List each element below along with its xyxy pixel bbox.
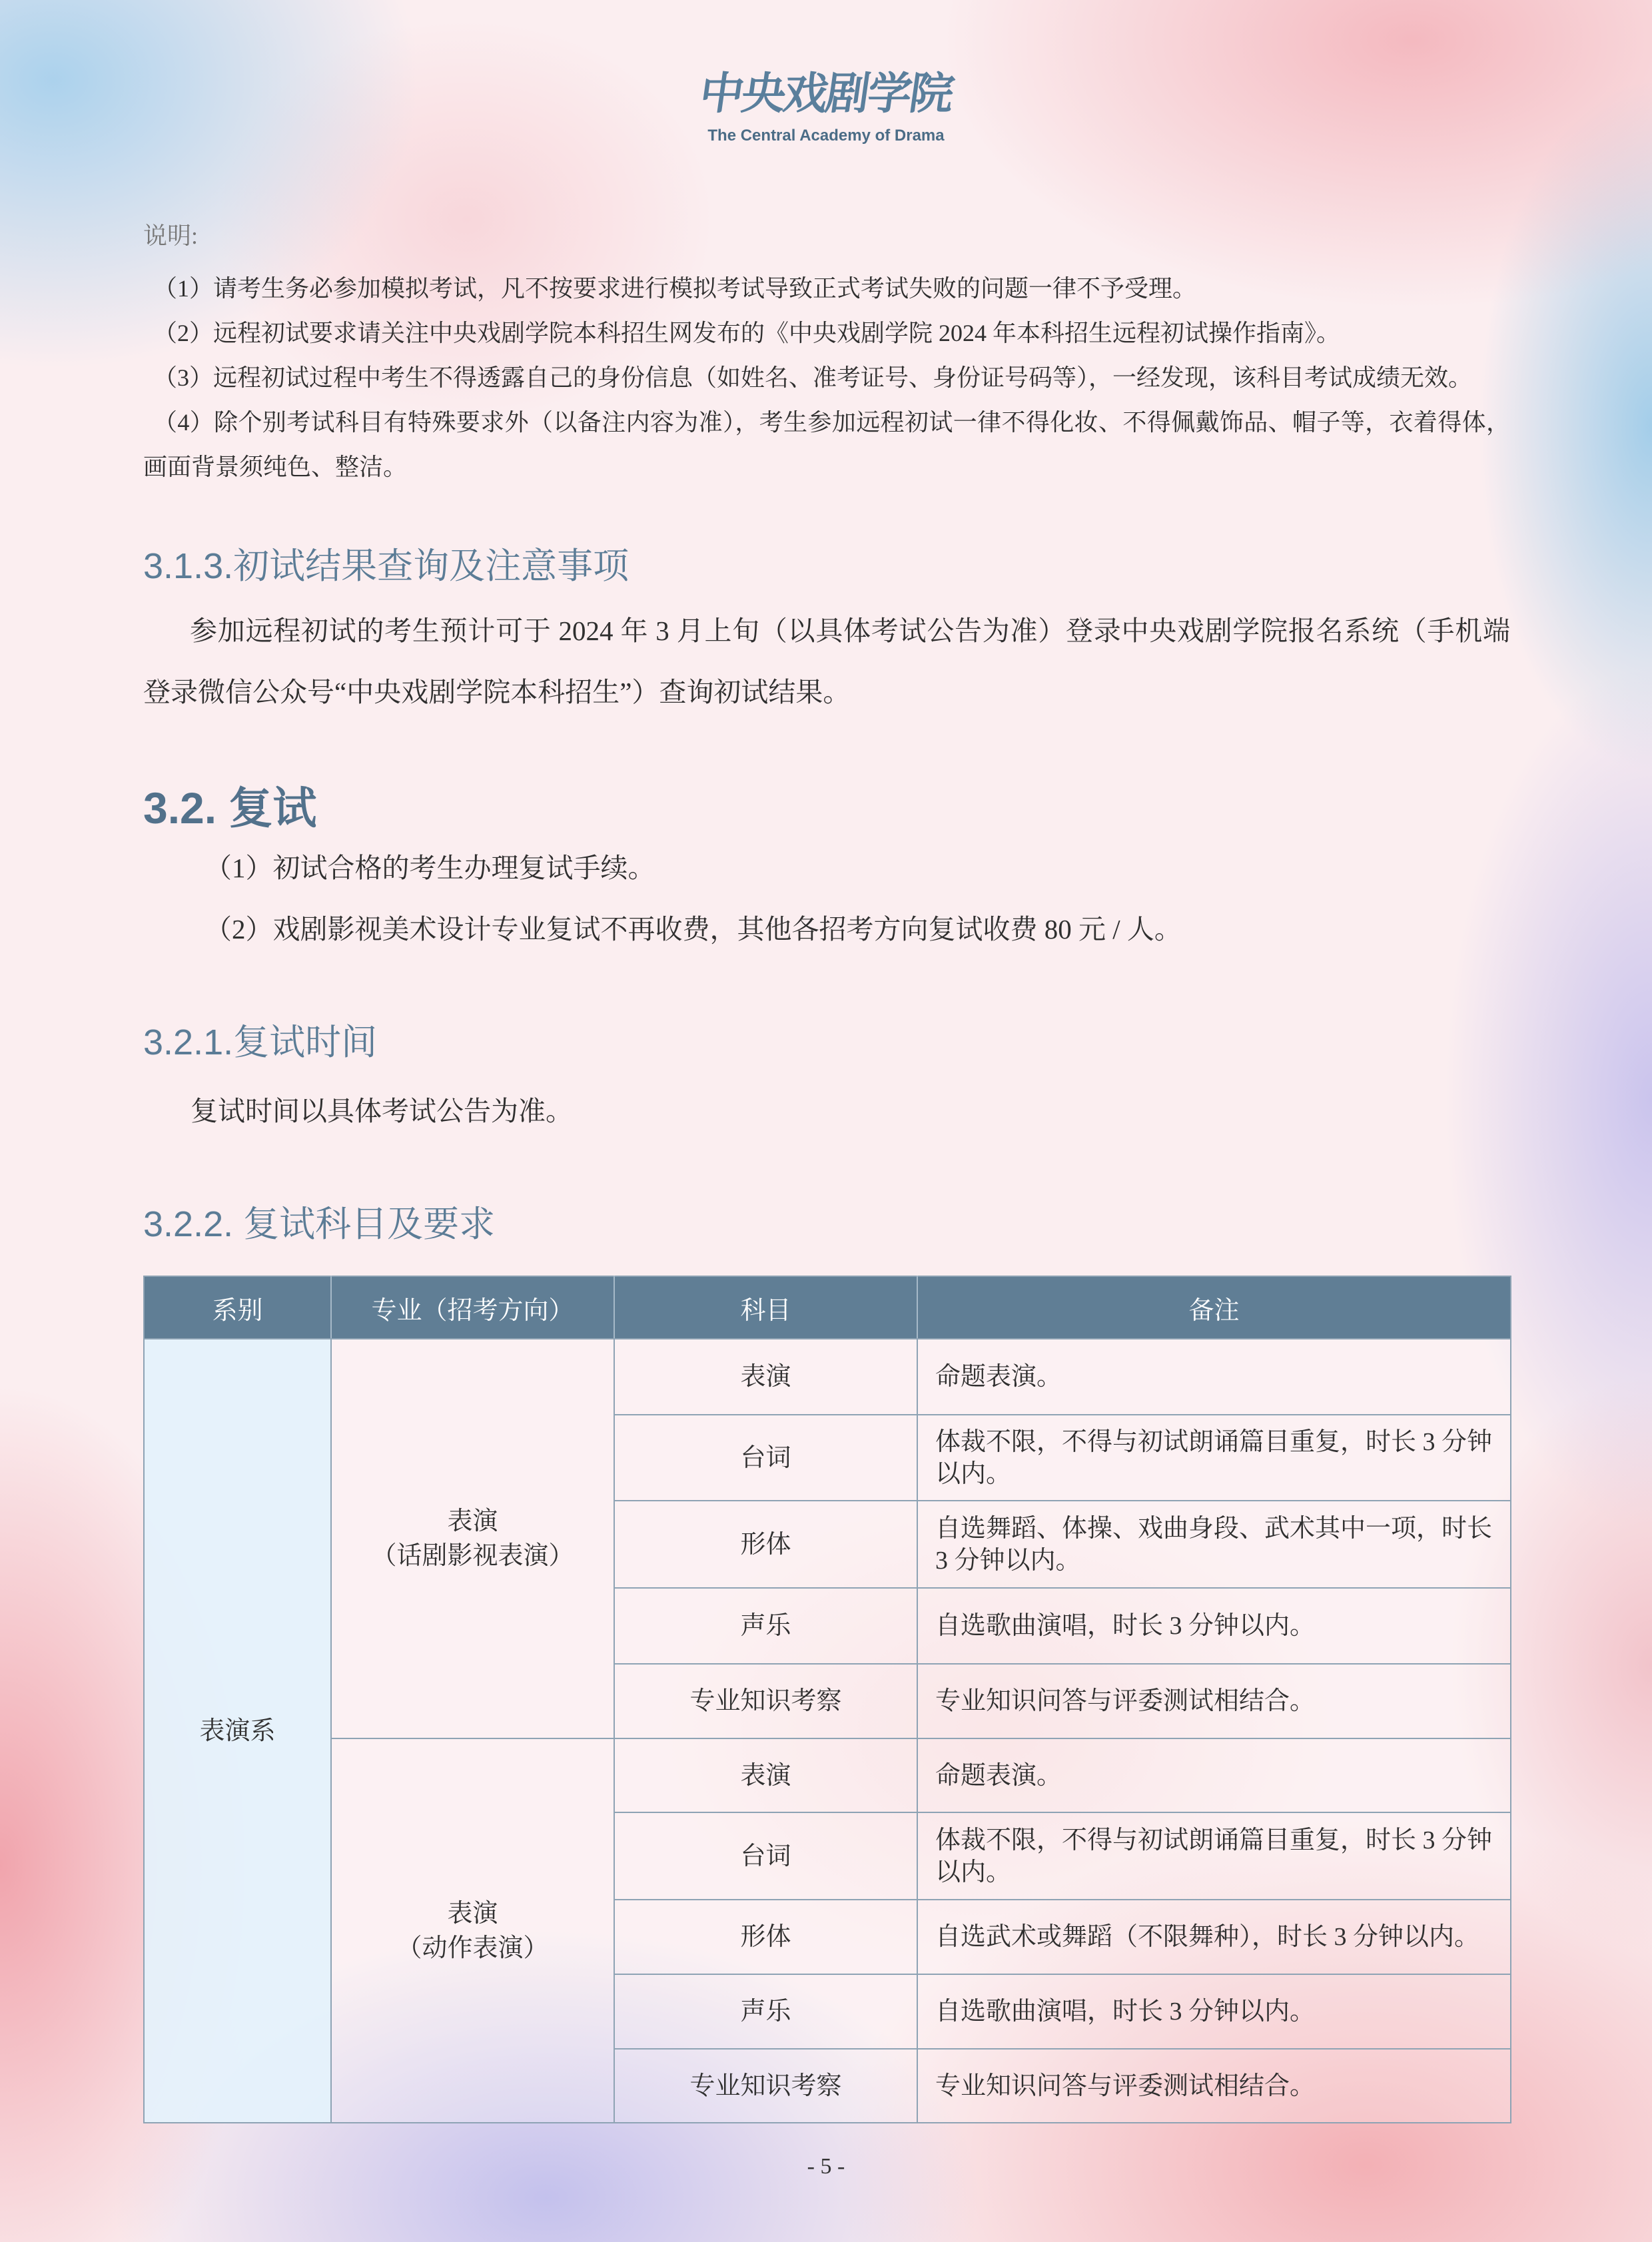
paragraph-retest-time: 复试时间以具体考试公告为准。 — [191, 1096, 573, 1126]
retest-item: （2）戏剧影视美术设计专业复试不再收费，其他各招考方向复试收费 80 元 / 人。 — [205, 914, 1182, 944]
table-cell-subject: 台词 — [614, 1415, 917, 1501]
academy-logo-english: The Central Academy of Drama — [707, 127, 945, 145]
major-name: 表演 — [447, 1507, 498, 1535]
table-cell-major — [331, 1339, 614, 1738]
heading-3-2-2: 3.2.2. 复试科目及要求 — [143, 1204, 496, 1244]
paragraph-result-query: 参加远程初试的考生预计可于 2024 年 3 月上旬（以具体考试公告为准）登录中央戏剧学院报名系统（手机端登录微信公众号“中央戏剧学院本科招生”）查询初试结果。 — [143, 615, 1510, 707]
table-cell-remark: 自选歌曲演唱，时长 3 分钟以内。 — [917, 1974, 1511, 2049]
table-cell-department: 表演系 — [144, 1339, 331, 2123]
retest-item: （1）初试合格的考生办理复试手续。 — [205, 853, 655, 883]
table-cell-subject: 专业知识考察 — [614, 1664, 917, 1738]
table-row — [144, 1339, 1511, 1415]
notes-list — [143, 266, 1510, 490]
note-item: （2）远程初试要求请关注中央戏剧学院本科招生网发布的《中央戏剧学院 2024 年本科招生远程初试操作指南》。 — [153, 320, 1341, 346]
column-header-subject: 科目 — [614, 1276, 917, 1339]
heading-3-2: 3.2. 复试 — [143, 783, 317, 833]
table-cell-subject: 表演 — [614, 1738, 917, 1812]
table-cell-subject: 声乐 — [614, 1974, 917, 2049]
table-cell-subject: 专业知识考察 — [614, 2049, 917, 2123]
table-cell-major — [331, 1738, 614, 2123]
column-header-remark: 备注 — [917, 1276, 1511, 1339]
table-cell-remark: 专业知识问答与评委测试相结合。 — [917, 2049, 1511, 2123]
table-header-row — [144, 1276, 1511, 1339]
table-cell-remark: 命题表演。 — [917, 1339, 1511, 1415]
retest-list — [205, 837, 1510, 960]
heading-3-1-3: 3.1.3.初试结果查询及注意事项 — [143, 546, 629, 586]
academy-logo-chinese: 中央戏剧学院 — [696, 67, 956, 119]
heading-3-2-1: 3.2.1.复试时间 — [143, 1022, 378, 1062]
table-row — [144, 1738, 1511, 1812]
table-cell-remark: 自选武术或舞蹈（不限舞种），时长 3 分钟以内。 — [917, 1900, 1511, 1974]
table-cell-subject: 形体 — [614, 1501, 917, 1588]
page-number: - 5 - — [807, 2154, 845, 2179]
table-cell-remark: 体裁不限，不得与初试朗诵篇目重复，时长 3 分钟以内。 — [917, 1812, 1511, 1900]
major-name: 表演 — [447, 1899, 498, 1928]
table-cell-remark: 体裁不限，不得与初试朗诵篇目重复，时长 3 分钟以内。 — [917, 1415, 1511, 1501]
table-cell-remark: 命题表演。 — [917, 1738, 1511, 1812]
table-cell-subject: 形体 — [614, 1900, 917, 1974]
major-direction: （动作表演） — [396, 1934, 549, 1962]
column-header-major: 专业（招考方向） — [331, 1276, 614, 1339]
table-cell-remark: 专业知识问答与评委测试相结合。 — [917, 1664, 1511, 1738]
table-cell-subject: 台词 — [614, 1812, 917, 1900]
table-cell-remark: 自选舞蹈、体操、戏曲身段、武术其中一项，时长 3 分钟以内。 — [917, 1501, 1511, 1588]
note-item: （1）请考生务必参加模拟考试，凡不按要求进行模拟考试导致正式考试失败的问题一律不予受理。 — [153, 275, 1197, 302]
column-header-department: 系别 — [144, 1276, 331, 1339]
table-cell-subject: 表演 — [614, 1339, 917, 1415]
academy-logo — [0, 61, 1652, 125]
table-cell-remark: 自选歌曲演唱，时长 3 分钟以内。 — [917, 1588, 1511, 1664]
notes-title: 说明: — [143, 222, 199, 249]
retest-subjects-table — [143, 1276, 1511, 2123]
note-item: （4）除个别考试科目有特殊要求外（以备注内容为准），考生参加远程初试一律不得化妆、不得佩戴饰品、帽子等，衣着得体，画面背景须纯色、整洁。 — [143, 409, 1510, 480]
major-direction: （话剧影视表演） — [371, 1542, 574, 1570]
note-item: （3）远程初试过程中考生不得透露自己的身份信息（如姓名、准考证号、身份证号码等），一经发现，该科目考试成绩无效。 — [153, 364, 1473, 391]
table-cell-subject: 声乐 — [614, 1588, 917, 1664]
